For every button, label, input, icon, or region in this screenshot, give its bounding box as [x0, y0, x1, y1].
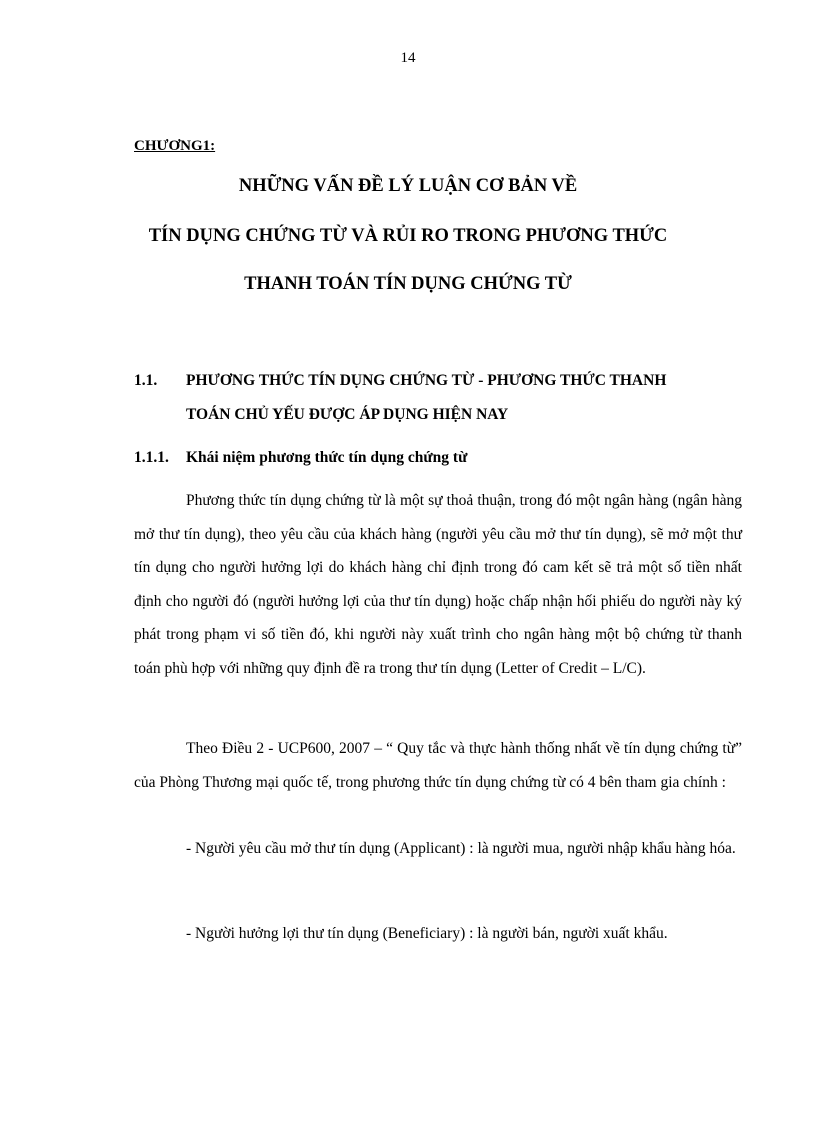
paragraph-ucp600: Theo Điều 2 - UCP600, 2007 – “ Quy tắc và thực hành thống nhất về tín dụng chứng từ” của Phòng Thương mại quốc tế, trong phương thức tín dụng chứng từ có 4 bên tham gia chính : [134, 740, 742, 791]
paragraph-applicant: - Người yêu cầu mở thư tín dụng (Applicant) : là người mua, người nhập khẩu hàng hóa. [186, 840, 736, 857]
chapter-label: CHƯƠNG1: [134, 138, 216, 154]
page-number: 14 [400, 50, 416, 66]
subsection-heading-1-1-1 [134, 449, 467, 467]
subsection-number: 1.1.1. [134, 449, 169, 466]
chapter-title-line-3: THANH TOÁN TÍN DỤNG CHỨNG TỪ [244, 274, 572, 294]
section-number: 1.1. [134, 372, 158, 389]
chapter-title-line-1: NHỮNG VẤN ĐỀ LÝ LUẬN CƠ BẢN VỀ [238, 176, 578, 196]
section-heading-line-1: PHƯƠNG THỨC TÍN DỤNG CHỨNG TỪ - PHƯƠNG THỨC THANH [186, 372, 667, 389]
section-heading-line-2: TOÁN CHỦ YẾU ĐƯỢC ÁP DỤNG HIỆN NAY [186, 406, 509, 423]
chapter-title-line-2: TÍN DỤNG CHỨNG TỪ VÀ RỦI RO TRONG PHƯƠNG THỨC [148, 226, 668, 246]
paragraph-definition: Phương thức tín dụng chứng từ là một sự thoả thuận, trong đó một ngân hàng (ngân hàng mở thư tín dụng), theo yêu cầu của khách hàng (người yêu cầu mở thư tín dụng), sẽ mở một thư tín dụng cho người hưởng lợi do khách hàng chỉ định trong đó cam kết sẽ trả một số tiền nhất định cho người đó (người hưởng lợi của thư tín dụng) hoặc chấp nhận hối phiếu do người này ký phát trong phạm vi số tiền đó, khi người này xuất trình cho ngân hàng một bộ chứng từ thanh toán phù hợp với những quy định đề ra trong thư tín dụng (Letter of Credit – L/C). [134, 492, 742, 677]
paragraph-beneficiary: - Người hưởng lợi thư tín dụng (Beneficiary) : là người bán, người xuất khẩu. [186, 925, 668, 942]
subsection-title: Khái niệm phương thức tín dụng chứng từ [186, 449, 468, 466]
